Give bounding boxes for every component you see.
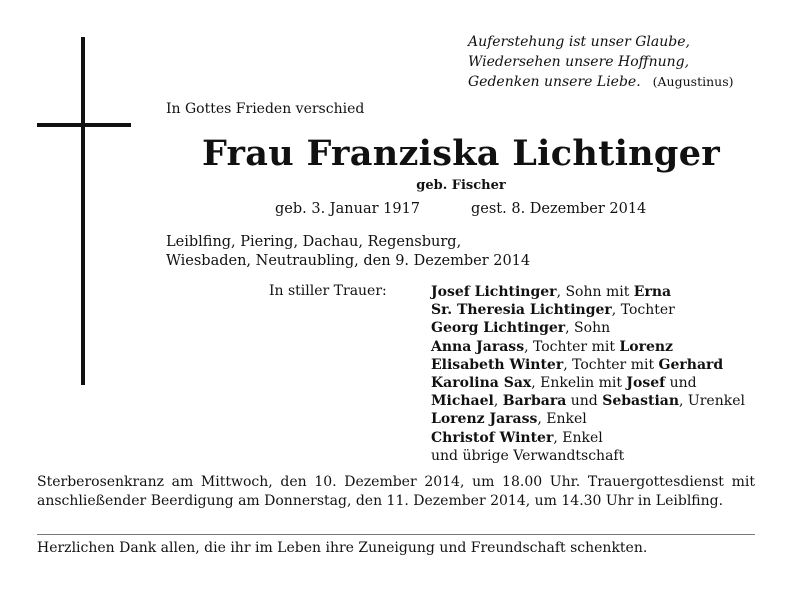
mourner-name: Elisabeth Winter — [431, 356, 564, 373]
divider — [37, 534, 755, 535]
mourner-relation: , Enkel — [537, 411, 587, 428]
mourner-relation: , Urenkel — [679, 393, 745, 410]
maiden-name: geb. Fischer — [416, 178, 506, 193]
mourner-row — [431, 447, 745, 465]
mourner-relation: , Tochter mit — [524, 338, 620, 355]
places-line: Leiblfing, Piering, Dachau, Regensburg, — [166, 234, 462, 250]
mourner-row — [431, 319, 745, 337]
mourner-row — [431, 356, 745, 374]
mourner-relation: , Enkel — [553, 429, 603, 446]
birth-date: geb. 3. Januar 1917 — [275, 201, 421, 217]
places-block — [166, 233, 530, 271]
mourner-row — [431, 374, 745, 392]
mourner-relation: , — [493, 393, 503, 410]
mourner-name: Erna — [633, 284, 672, 300]
mourner-name: Michael — [431, 393, 494, 410]
thanks-text: Herzlichen Dank allen, die ihr im Leben ihre Zuneigung und Freundschaft schenkten. — [37, 540, 648, 556]
quote-author: (Augustinus) — [652, 74, 734, 89]
mourner-relation: und — [665, 375, 697, 392]
quote-line: Wiedersehen unsere Hoffnung, — [468, 54, 690, 70]
mourner-row — [431, 301, 745, 319]
mourner-relation: und — [566, 393, 603, 410]
mourner-relation: , Sohn — [565, 320, 611, 337]
mourner-relation: und übrige Verwandtschaft — [431, 447, 625, 464]
mourner-name: Anna Jarass — [431, 338, 525, 355]
mourner-relation: , Enkelin mit — [531, 375, 627, 392]
mourner-name: Sebastian — [602, 393, 680, 410]
mourner-name: Barbara — [502, 393, 567, 410]
mourner-name: Christof Winter — [431, 429, 554, 446]
mourner-name: Gerhard — [658, 356, 724, 373]
mourner-name: Sr. Theresia Lichtinger — [431, 302, 612, 319]
mourner-name: Karolina Sax — [431, 375, 532, 392]
mourning-label: In stiller Trauer: — [269, 283, 387, 299]
mourner-name: Georg Lichtinger — [431, 320, 566, 337]
mourner-row — [431, 429, 745, 447]
death-date: gest. 8. Dezember 2014 — [471, 201, 647, 217]
mourner-name: Lorenz — [619, 338, 673, 355]
mourner-row — [431, 338, 745, 356]
quote-line-text: Gedenken unsere Liebe. — [468, 74, 641, 90]
quote-block — [468, 32, 783, 92]
mourners-list — [431, 283, 745, 465]
mourner-name: Josef Lichtinger — [431, 284, 557, 300]
cross-vertical-bar — [81, 37, 85, 385]
deceased-name: Frau Franziska Lichtinger — [201, 133, 721, 174]
mourner-relation: , Tochter mit — [563, 356, 659, 373]
mourner-row — [431, 283, 745, 301]
cross-horizontal-bar — [37, 123, 131, 127]
mourner-name: Lorenz Jarass — [431, 411, 538, 428]
quote-line: Auferstehung ist unser Glaube, — [468, 34, 690, 50]
mourner-relation: , Sohn mit — [556, 284, 634, 300]
mourner-row — [431, 392, 745, 410]
places-line: Wiesbaden, Neutraubling, den 9. Dezember 2014 — [166, 253, 531, 269]
mourner-row — [431, 410, 745, 428]
intro-text: In Gottes Frieden verschied — [166, 101, 365, 117]
mourner-relation: , Tochter — [611, 302, 675, 319]
quote-line-last — [468, 72, 783, 92]
mourner-name: Josef — [626, 375, 666, 392]
funeral-details: Sterberosenkranz am Mittwoch, den 10. Dezember 2014, um 18.00 Uhr. Trauergottesdienst mit anschließender Beerdigung am Donnerstag, den 11. Dezember 2014, um 14.30 Uhr in Leiblfing. — [37, 474, 755, 509]
